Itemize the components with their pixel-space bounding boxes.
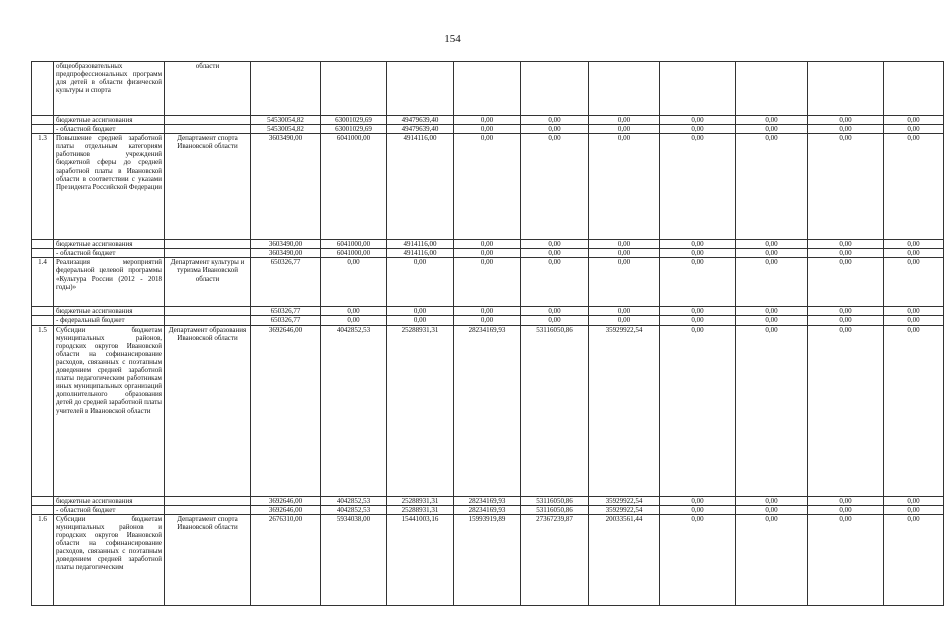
row-number: 1.5 (32, 325, 54, 496)
value-cell: 0,00 (521, 240, 589, 249)
value-cell: 54530054,82 (251, 116, 321, 125)
row-name: общеобразовательных предпрофессиональных программ для детей в области физической культуры и спорта (54, 62, 165, 116)
value-cell: 0,00 (884, 496, 944, 505)
table-row (32, 258, 944, 307)
value-cell: 0,00 (589, 258, 660, 307)
value-cell: 0,00 (660, 258, 736, 307)
value-cell: 3692646,00 (251, 505, 321, 514)
value-cell: 0,00 (808, 307, 884, 316)
value-cell: 0,00 (884, 316, 944, 325)
table-row (32, 307, 944, 316)
value-cell: 0,00 (884, 249, 944, 258)
value-cell: 0,00 (884, 307, 944, 316)
value-cell (387, 62, 454, 116)
value-cell: 0,00 (808, 316, 884, 325)
value-cell: 0,00 (521, 307, 589, 316)
value-cell: 0,00 (884, 116, 944, 125)
value-cell: 0,00 (736, 496, 808, 505)
value-cell: 0,00 (454, 125, 521, 134)
value-cell: 54530054,82 (251, 125, 321, 134)
row-name: Субсидии бюджетам муниципальных районов, городских округов Ивановской области на софинансирование расходов, связанных с поэтапным доведением средней заработной платы педагогическим работникам иных муниципальных организаций дополнительного образования детей до средней заработной платы учителей в Ивановской области (54, 325, 165, 496)
value-cell: 0,00 (808, 496, 884, 505)
row-executor (165, 116, 251, 125)
value-cell: 3603490,00 (251, 134, 321, 240)
value-cell: 0,00 (736, 249, 808, 258)
value-cell: 0,00 (589, 249, 660, 258)
row-executor (165, 307, 251, 316)
value-cell: 0,00 (589, 316, 660, 325)
value-cell: 0,00 (736, 514, 808, 605)
row-name: - областной бюджет (54, 249, 165, 258)
value-cell: 27367239,87 (521, 514, 589, 605)
value-cell: 25288931,31 (387, 325, 454, 496)
value-cell: 49479639,40 (387, 125, 454, 134)
value-cell: 0,00 (736, 325, 808, 496)
value-cell: 35929922,54 (589, 325, 660, 496)
table-row (32, 496, 944, 505)
row-name: Субсидии бюджетам муниципальных районов и городских округов Ивановской области на софинансирование расходов, связанных с поэтапным доведением средней заработной платы педагогическим (54, 514, 165, 605)
row-number: 1.4 (32, 258, 54, 307)
value-cell: 53116050,86 (521, 496, 589, 505)
value-cell: 0,00 (454, 307, 521, 316)
table-row (32, 134, 944, 240)
row-number (32, 316, 54, 325)
value-cell: 0,00 (660, 316, 736, 325)
value-cell: 53116050,86 (521, 325, 589, 496)
value-cell: 49479639,40 (387, 116, 454, 125)
value-cell: 0,00 (660, 514, 736, 605)
value-cell: 0,00 (454, 116, 521, 125)
value-cell: 0,00 (660, 325, 736, 496)
value-cell: 0,00 (387, 316, 454, 325)
value-cell: 650326,77 (251, 307, 321, 316)
row-number (32, 62, 54, 116)
value-cell: 0,00 (736, 125, 808, 134)
row-name: бюджетные ассигнования (54, 116, 165, 125)
value-cell: 3603490,00 (251, 249, 321, 258)
value-cell: 650326,77 (251, 258, 321, 307)
table-row (32, 505, 944, 514)
value-cell: 0,00 (808, 249, 884, 258)
value-cell: 0,00 (321, 307, 387, 316)
table-row (32, 316, 944, 325)
value-cell: 28234169,93 (454, 325, 521, 496)
value-cell: 0,00 (808, 505, 884, 514)
value-cell: 0,00 (521, 116, 589, 125)
row-number (32, 505, 54, 514)
value-cell: 0,00 (808, 116, 884, 125)
table-row (32, 325, 944, 496)
value-cell (884, 62, 944, 116)
row-number (32, 249, 54, 258)
value-cell: 0,00 (660, 307, 736, 316)
value-cell: 0,00 (808, 258, 884, 307)
value-cell (454, 62, 521, 116)
value-cell: 0,00 (521, 258, 589, 307)
value-cell: 0,00 (387, 307, 454, 316)
value-cell: 0,00 (808, 240, 884, 249)
value-cell (521, 62, 589, 116)
value-cell (660, 62, 736, 116)
value-cell: 4914116,00 (387, 240, 454, 249)
value-cell: 0,00 (808, 125, 884, 134)
row-executor (165, 505, 251, 514)
value-cell: 0,00 (589, 116, 660, 125)
row-executor (165, 496, 251, 505)
value-cell: 4042852,53 (321, 496, 387, 505)
value-cell: 3692646,00 (251, 496, 321, 505)
value-cell: 0,00 (660, 116, 736, 125)
value-cell: 0,00 (521, 249, 589, 258)
row-number: 1.6 (32, 514, 54, 605)
value-cell: 25288931,31 (387, 505, 454, 514)
row-name: Реализация мероприятий федеральной целевой программы «Культура России (2012 - 2018 годы)» (54, 258, 165, 307)
row-name: бюджетные ассигнования (54, 307, 165, 316)
budget-table (31, 61, 944, 606)
value-cell: 0,00 (589, 125, 660, 134)
value-cell: 0,00 (808, 134, 884, 240)
value-cell: 0,00 (521, 125, 589, 134)
row-number (32, 496, 54, 505)
value-cell: 0,00 (454, 316, 521, 325)
value-cell: 63001029,69 (321, 116, 387, 125)
value-cell: 0,00 (736, 116, 808, 125)
table-row (32, 125, 944, 134)
value-cell: 0,00 (808, 514, 884, 605)
value-cell: 6041000,00 (321, 249, 387, 258)
value-cell: 0,00 (660, 125, 736, 134)
value-cell: 20033561,44 (589, 514, 660, 605)
row-name: - областной бюджет (54, 125, 165, 134)
row-name: Повышение средней заработной платы отдельным категориям работников учреждений бюджетной сферы до средней заработной платы в Ивановской области в соответствии с указами Президента Российской Федерации (54, 134, 165, 240)
value-cell: 3603490,00 (251, 240, 321, 249)
row-executor (165, 249, 251, 258)
value-cell: 0,00 (660, 505, 736, 514)
value-cell: 28234169,93 (454, 505, 521, 514)
value-cell: 4914116,00 (387, 134, 454, 240)
value-cell (321, 62, 387, 116)
row-number (32, 125, 54, 134)
row-number (32, 307, 54, 316)
value-cell: 0,00 (521, 134, 589, 240)
value-cell: 0,00 (884, 258, 944, 307)
value-cell (808, 62, 884, 116)
row-name: бюджетные ассигнования (54, 496, 165, 505)
row-executor: Департамент культуры и туризма Ивановской области (165, 258, 251, 307)
value-cell (589, 62, 660, 116)
value-cell: 0,00 (884, 514, 944, 605)
value-cell: 0,00 (454, 258, 521, 307)
row-number (32, 240, 54, 249)
value-cell: 35929922,54 (589, 505, 660, 514)
value-cell: 0,00 (387, 258, 454, 307)
row-number: 1.3 (32, 134, 54, 240)
value-cell: 6041000,00 (321, 134, 387, 240)
value-cell: 0,00 (660, 240, 736, 249)
value-cell: 0,00 (321, 316, 387, 325)
value-cell: 0,00 (454, 134, 521, 240)
value-cell: 0,00 (660, 134, 736, 240)
page-number: 154 (444, 33, 461, 45)
value-cell: 0,00 (660, 496, 736, 505)
value-cell: 25288931,31 (387, 496, 454, 505)
row-name: - областной бюджет (54, 505, 165, 514)
row-number (32, 116, 54, 125)
value-cell: 0,00 (736, 240, 808, 249)
value-cell: 0,00 (736, 134, 808, 240)
value-cell: 15441003,16 (387, 514, 454, 605)
value-cell: 35929922,54 (589, 496, 660, 505)
value-cell: 5934038,00 (321, 514, 387, 605)
row-executor: Департамент спорта Ивановской области (165, 514, 251, 605)
value-cell: 0,00 (808, 325, 884, 496)
value-cell: 0,00 (884, 125, 944, 134)
value-cell: 4042852,53 (321, 505, 387, 514)
value-cell: 0,00 (521, 316, 589, 325)
row-executor (165, 316, 251, 325)
value-cell: 0,00 (736, 307, 808, 316)
value-cell: 0,00 (454, 249, 521, 258)
value-cell: 4914116,00 (387, 249, 454, 258)
table-row (32, 249, 944, 258)
row-name: - федеральный бюджет (54, 316, 165, 325)
value-cell: 0,00 (589, 307, 660, 316)
value-cell: 0,00 (884, 240, 944, 249)
value-cell (736, 62, 808, 116)
row-executor (165, 125, 251, 134)
value-cell: 6041000,00 (321, 240, 387, 249)
value-cell: 0,00 (589, 240, 660, 249)
value-cell: 3692646,00 (251, 325, 321, 496)
value-cell: 15993919,89 (454, 514, 521, 605)
value-cell: 0,00 (736, 258, 808, 307)
table-row (32, 116, 944, 125)
value-cell: 0,00 (454, 240, 521, 249)
value-cell: 28234169,93 (454, 496, 521, 505)
value-cell: 0,00 (589, 134, 660, 240)
row-executor: области (165, 62, 251, 116)
row-executor (165, 240, 251, 249)
value-cell: 53116050,86 (521, 505, 589, 514)
value-cell: 63001029,69 (321, 125, 387, 134)
row-executor: Департамент спорта Ивановской области (165, 134, 251, 240)
value-cell: 0,00 (884, 505, 944, 514)
value-cell: 0,00 (884, 325, 944, 496)
table-row (32, 514, 944, 605)
value-cell: 0,00 (736, 505, 808, 514)
table-row (32, 62, 944, 116)
value-cell (251, 62, 321, 116)
value-cell: 0,00 (736, 316, 808, 325)
table-row (32, 240, 944, 249)
value-cell: 4042852,53 (321, 325, 387, 496)
value-cell: 0,00 (321, 258, 387, 307)
value-cell: 0,00 (884, 134, 944, 240)
value-cell: 2676310,00 (251, 514, 321, 605)
row-name: бюджетные ассигнования (54, 240, 165, 249)
row-executor: Департамент образования Ивановской области (165, 325, 251, 496)
value-cell: 650326,77 (251, 316, 321, 325)
value-cell: 0,00 (660, 249, 736, 258)
